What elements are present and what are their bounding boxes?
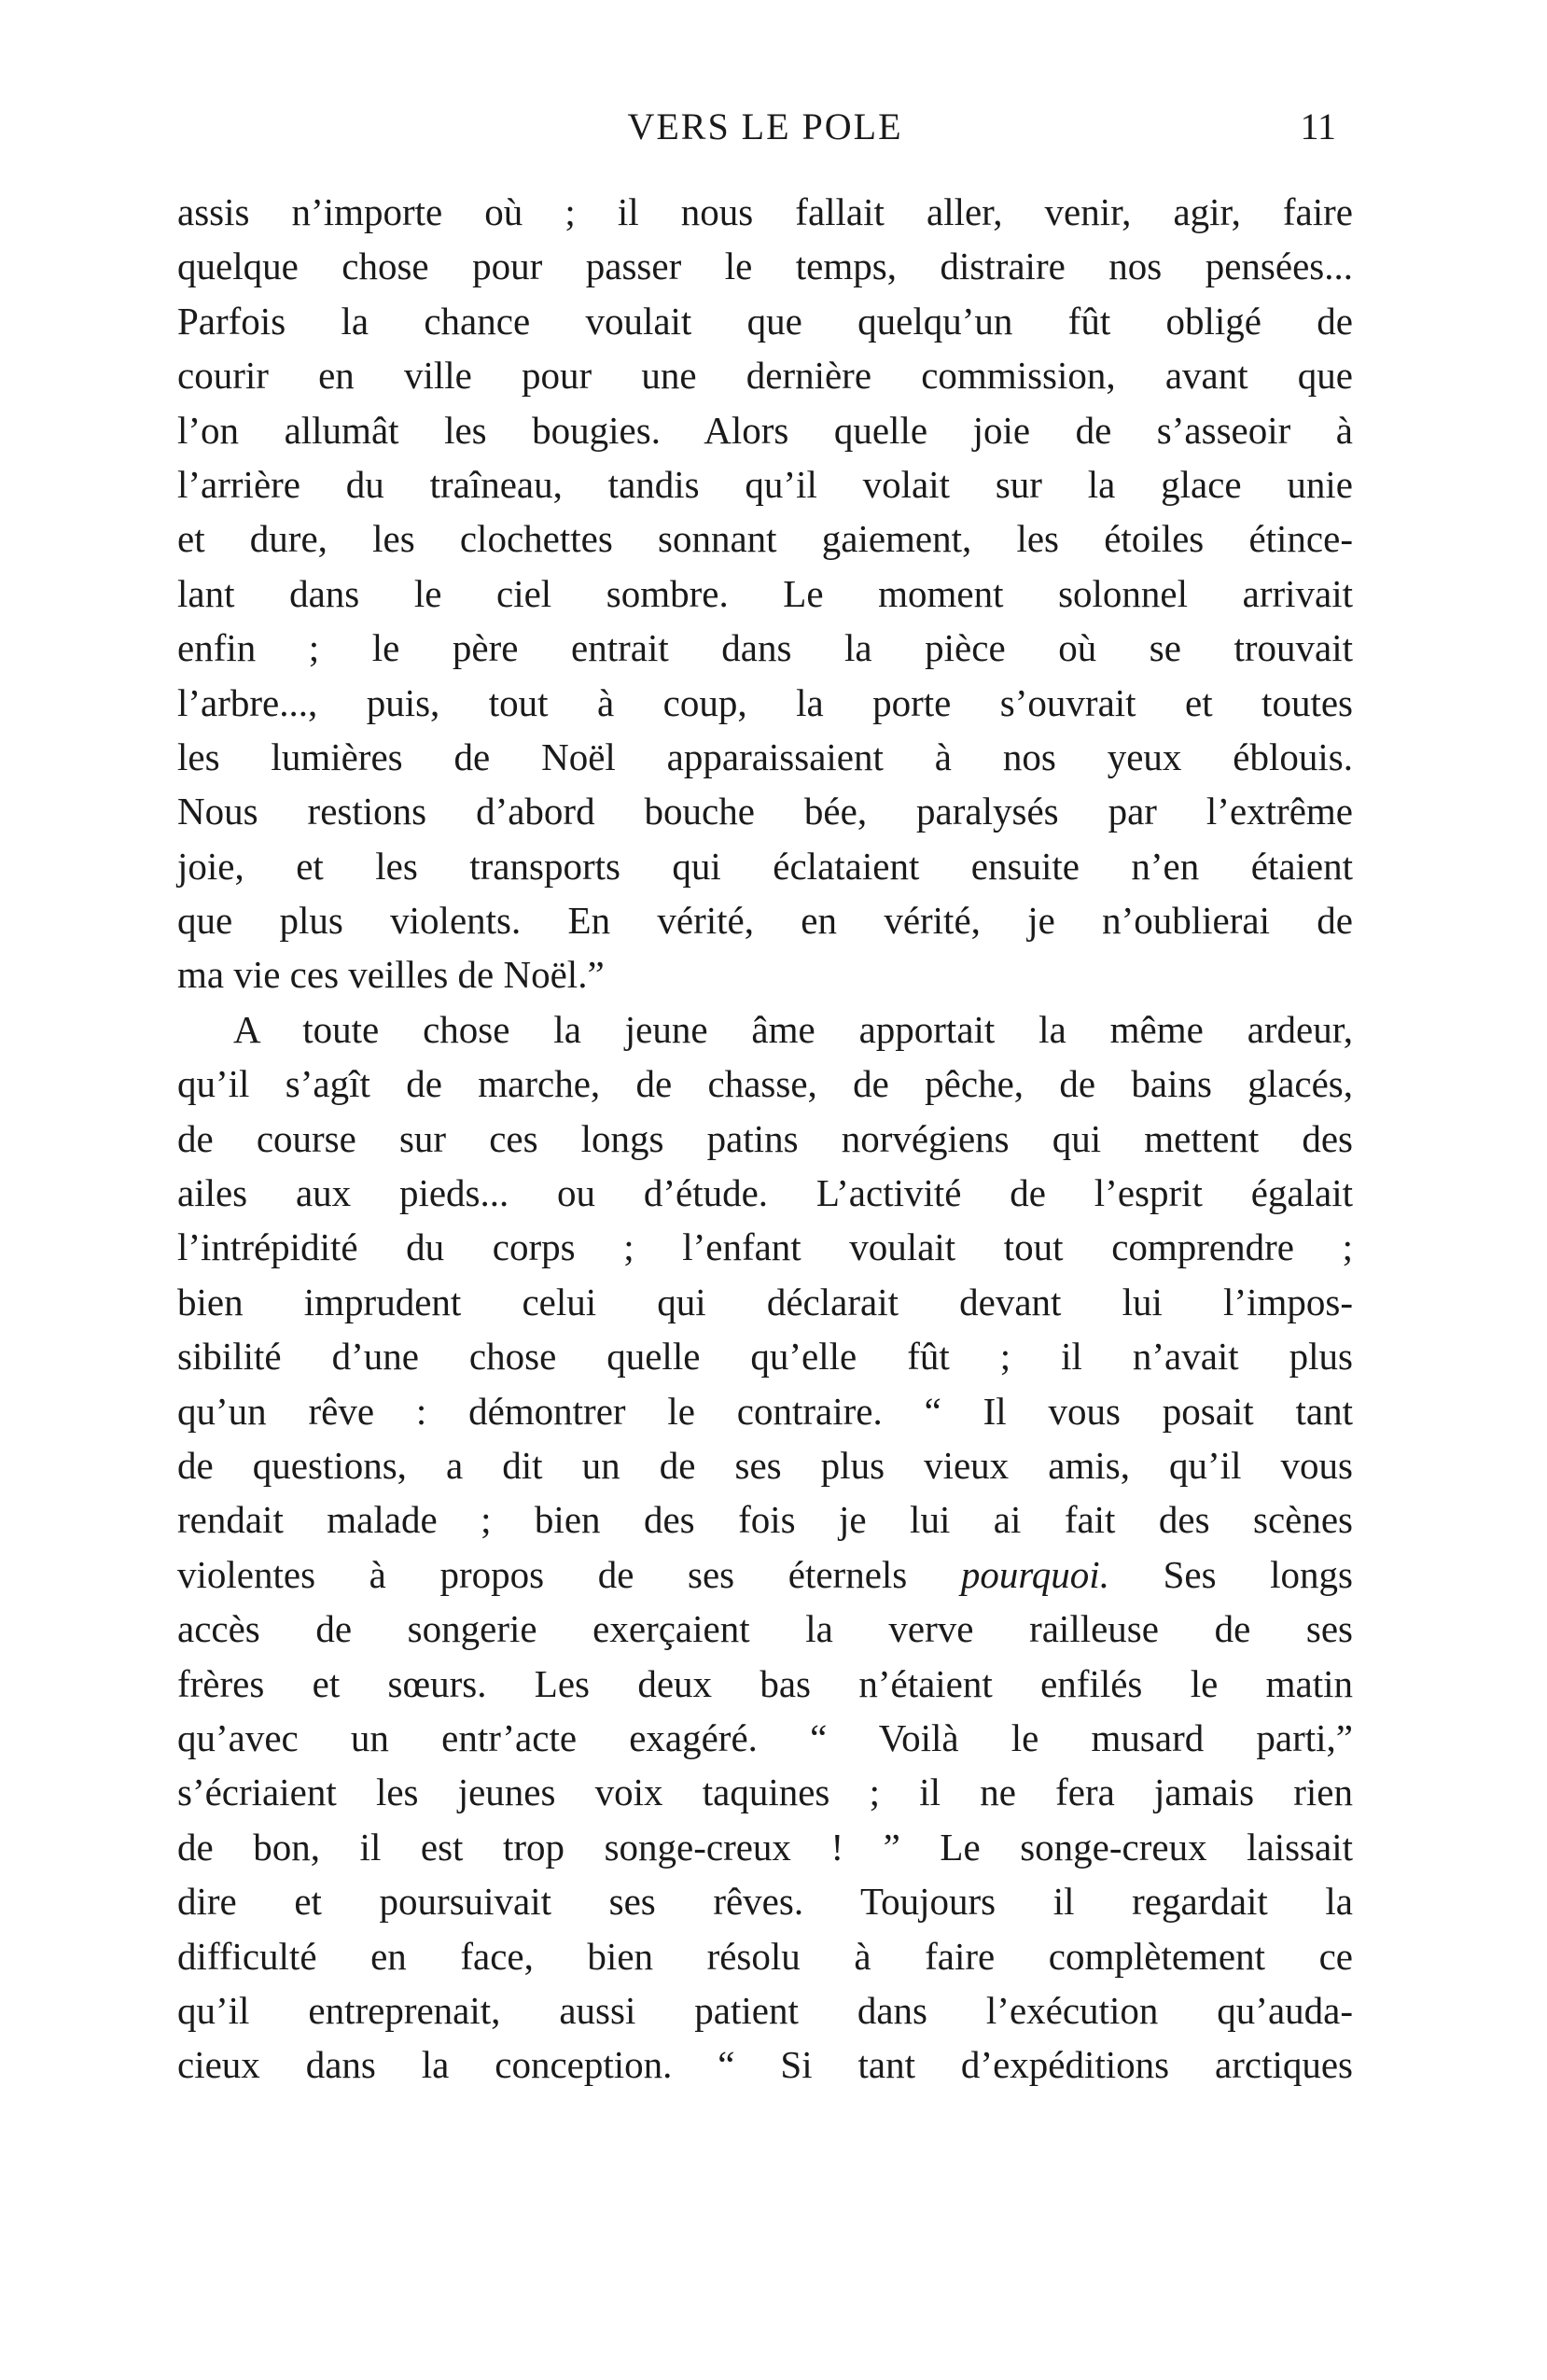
text-line: rendait malade ; bien des fois je lui ai fait des scènes [177, 1498, 1353, 1542]
italic-word: pourquoi. [960, 1552, 1109, 1596]
running-header [177, 105, 1353, 161]
text-line: de questions, a dit un de ses plus vieux amis, qu’il vous [177, 1443, 1353, 1487]
text-line: dire et poursuivait ses rêves. Toujours il regardait la [177, 1880, 1353, 1924]
text-line: cieux dans la conception. “ Si tant d’expéditions arctiques [177, 2043, 1353, 2087]
text-line: qu’il entreprenait, aussi patient dans l’exécution qu’auda- [177, 1988, 1353, 2032]
text-line: assis n’importe où ; il nous fallait aller, venir, agir, faire [177, 190, 1353, 233]
text-line: ma vie ces veilles de Noël.” [177, 953, 605, 997]
text-line-with-italic [177, 1547, 1353, 1602]
text-segment: violentes à propos de ses éternels [177, 1552, 961, 1596]
text-line: difficulté en face, bien résolu à faire complètement ce [177, 1934, 1353, 1978]
text-line: l’intrépidité du corps ; l’enfant voulait tout comprendre ; [177, 1225, 1353, 1269]
text-line: qu’avec un entr’acte exagéré. “ Voilà le musard parti,” [177, 1715, 1353, 1759]
text-line: A toute chose la jeune âme apportait la même ardeur, [233, 1007, 1353, 1051]
text-line: joie, et les transports qui éclataient ensuite n’en étaient [177, 844, 1353, 888]
text-line: courir en ville pour une dernière commission, avant que [177, 354, 1353, 398]
text-segment: Ses longs [1108, 1552, 1354, 1596]
text-line: l’arrière du traîneau, tandis qu’il volait sur la glace unie [177, 462, 1353, 506]
text-line: frères et sœurs. Les deux bas n’étaient enfilés le matin [177, 1661, 1353, 1705]
text-line: sibilité d’une chose quelle qu’elle fût ; il n’avait plus [177, 1335, 1353, 1379]
text-line: de course sur ces longs patins norvégiens qui mettent des [177, 1116, 1353, 1160]
body-text [177, 185, 1353, 2093]
running-title: VERS LE POLE [627, 105, 903, 147]
text-line: qu’il s’agît de marche, de chasse, de pêche, de bains glacés, [177, 1062, 1353, 1106]
text-line: quelque chose pour passer le temps, distraire nos pensées... [177, 245, 1353, 288]
paragraph-2 [177, 1002, 1353, 2093]
text-line: que plus violents. En vérité, en vérité, je n’oublierai de [177, 899, 1353, 943]
text-line: lant dans le ciel sombre. Le moment solonnel arrivait [177, 571, 1353, 615]
text-line: l’arbre..., puis, tout à coup, la porte s’ouvrait et toutes [177, 680, 1353, 724]
text-line: qu’un rêve : démontrer le contraire. “ Il vous posait tant [177, 1389, 1353, 1433]
page-number: 11 [1300, 105, 1336, 147]
text-line: Nous restions d’abord bouche bée, paralysés par l’extrême [177, 790, 1353, 833]
text-line: de bon, il est trop songe-creux ! ” Le songe-creux laissait [177, 1825, 1353, 1869]
text-line: accès de songerie exerçaient la verve railleuse de ses [177, 1607, 1353, 1651]
text-line: ailes aux pieds... ou d’étude. L’activité de l’esprit égalait [177, 1171, 1353, 1215]
text-line: et dure, les clochettes sonnant gaiement, les étoiles étince- [177, 517, 1353, 561]
text-line: enfin ; le père entrait dans la pièce où se trouvait [177, 626, 1353, 670]
text-line: s’écriaient les jeunes voix taquines ; il ne fera jamais rien [177, 1771, 1353, 1814]
text-line: l’on allumât les bougies. Alors quelle joie de s’asseoir à [177, 408, 1353, 452]
text-line: bien imprudent celui qui déclarait devant lui l’impos- [177, 1280, 1353, 1323]
paragraph-1 [177, 185, 1353, 1002]
text-line: Parfois la chance voulait que quelqu’un fût obligé de [177, 299, 1353, 343]
text-line: les lumières de Noël apparaissaient à nos yeux éblouis. [177, 735, 1353, 778]
